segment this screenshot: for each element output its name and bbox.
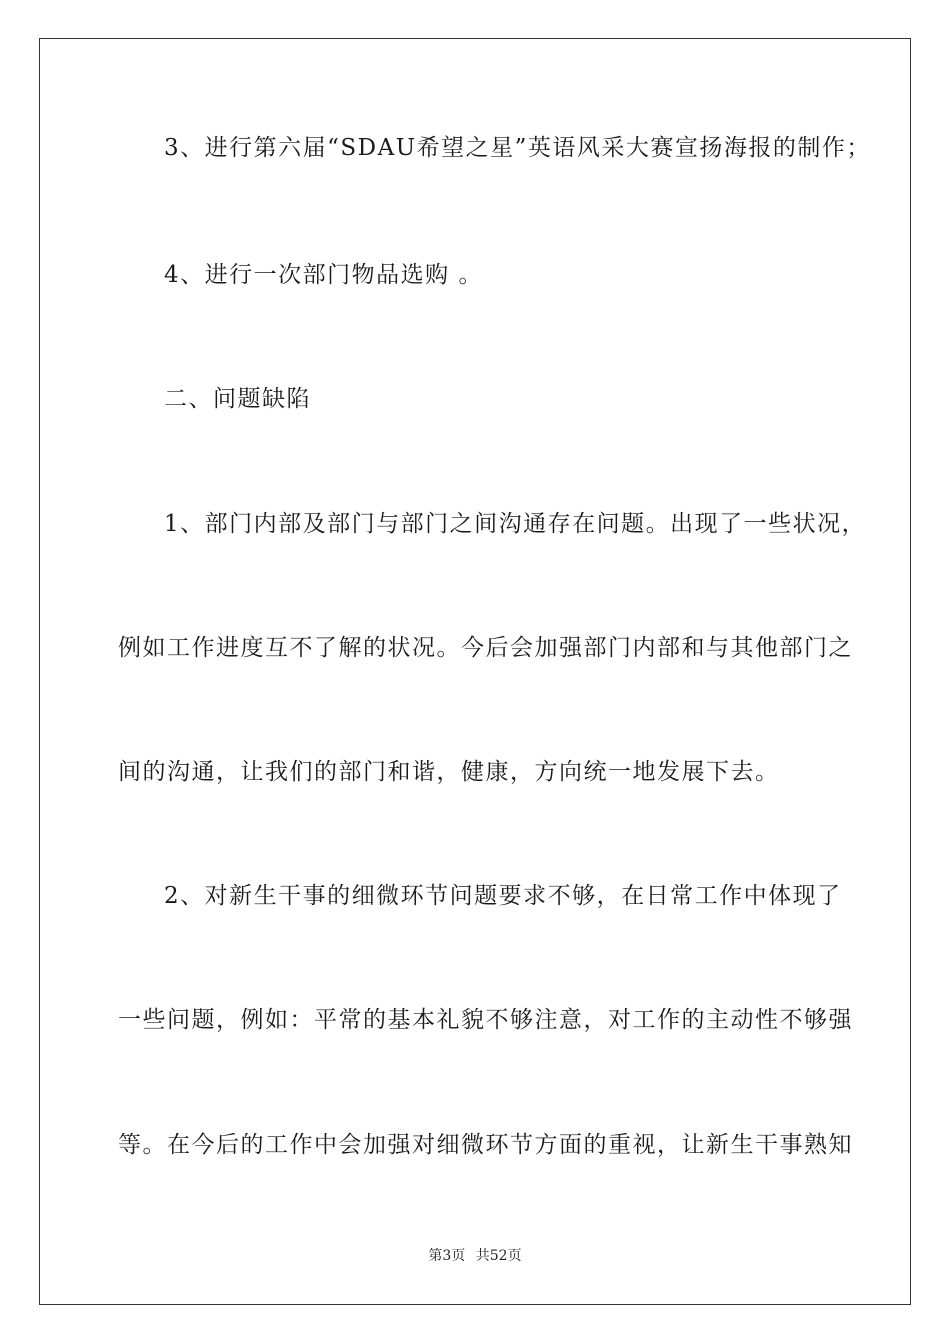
paragraph-line: 一些问题，例如：平常的基本礼貌不够注意，对工作的主动性不够强 bbox=[118, 1007, 853, 1033]
paragraph-line: 间的沟通，让我们的部门和谐，健康，方向统一地发展下去。 bbox=[118, 759, 780, 785]
page-border bbox=[39, 38, 911, 1305]
paragraph-line: 例如工作进度互不了解的状况。今后会加强部门内部和与其他部门之 bbox=[118, 635, 853, 661]
page-number: 第3页 bbox=[428, 1248, 466, 1264]
paragraph-line: 2、对新生干事的细微环节问题要求不够，在日常工作中体现了 bbox=[164, 883, 842, 909]
paragraph-line: 4、进行一次部门物品选购 。 bbox=[164, 262, 483, 288]
total-pages: 共52页 bbox=[475, 1248, 522, 1264]
paragraph-line: 3、进行第六届“SDAU希望之星”英语风采大赛宣扬海报的制作； bbox=[164, 135, 871, 161]
page-footer bbox=[0, 1246, 950, 1266]
paragraph-line: 1、部门内部及部门与部门之间沟通存在问题。出现了一些状况， bbox=[164, 511, 867, 537]
section-heading: 二、问题缺陷 bbox=[164, 386, 311, 412]
paragraph-line: 等。在今后的工作中会加强对细微环节方面的重视，让新生干事熟知 bbox=[118, 1132, 853, 1158]
